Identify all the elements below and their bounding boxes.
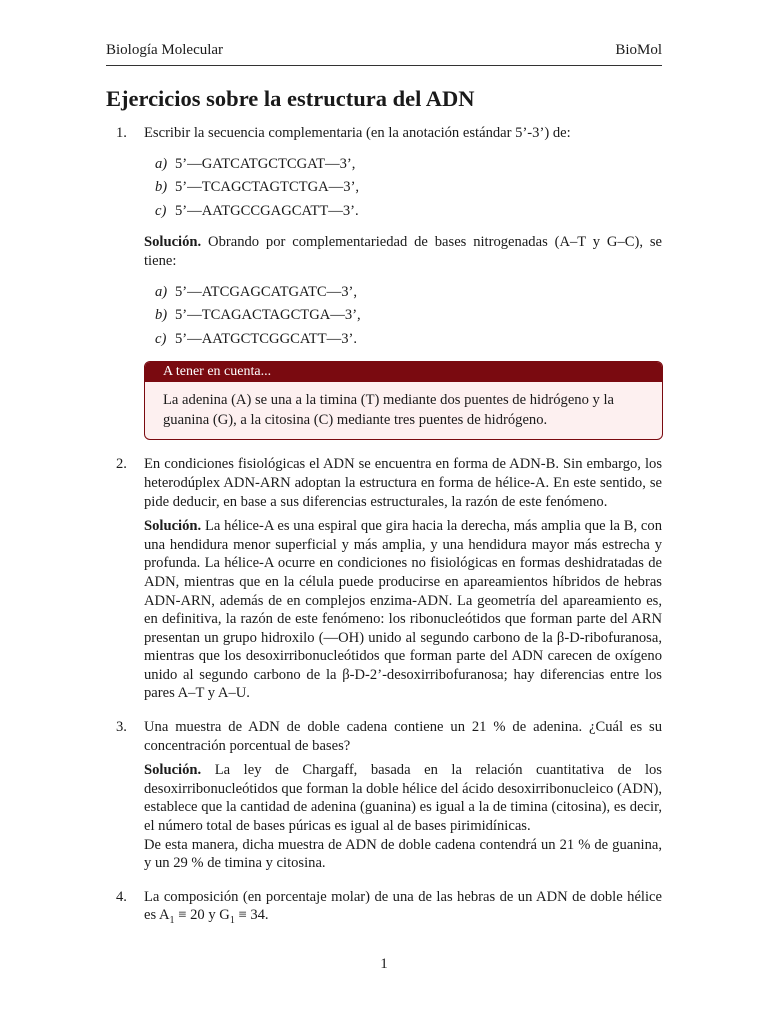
item-text: 5’—AATGCCGAGCATT—3’. [175, 202, 359, 219]
exercise-3 [106, 718, 662, 873]
solution-sequence-list [144, 283, 662, 349]
exercise-2 [106, 455, 662, 703]
subscript: 1 [229, 915, 235, 927]
exercise-question [144, 888, 662, 925]
solution [144, 517, 662, 703]
item-letter: c) [155, 330, 167, 347]
solution-text: La hélice-A es una espiral que gira hacia la derecha, más amplia que la B, con una hendidura menor superficial y más amplia, y una hendidura mayor más estrecha y profunda. La hélice-A ocurre en condiciones no fisiológicas en formas deshidratadas de ADN, mientras que en la célula puede producirse en apareamientos híbridos de hebras ADN-ARN, además de en complejos enzima-ADN. La geometría del apareamiento es, en definitiva, la razón de este fenómeno: los ribonucleótidos que forman parte del ARN presentan un grupo hidroxilo (—OH) unido al segundo carbono de la β-D-ribofuranosa, mientras que los desoxirribonucleótidos que forman parte del ADN carecen de oxígeno unido al segundo carbono de la β-D-2’-desoxirribofuranosa; hay diferencias entre los pares A–T y A–U. [144, 518, 662, 702]
question-part: La composición (en porcentaje molar) de una de las hebras de un ADN de doble hélice es A [144, 888, 662, 924]
solution-label: Solución. [144, 234, 202, 251]
note-box [144, 361, 663, 440]
list-item [144, 202, 662, 221]
question-part: ≡ 34. [234, 907, 269, 924]
item-text: 5’—AATGCTCGGCATT—3’. [175, 330, 358, 347]
solution-text: La ley de Chargaff, basada en la relación cuantitativa de los desoxirribonucleótidos que forman la doble hélice del ácido desoxirribonucleico (ADN), establece que la cantidad de adenina (guanina) es igual a la de timina (citosina), es decir, el número total de bases púricas es igual al de bases pirimidínicas. [144, 762, 662, 835]
running-header [106, 42, 662, 59]
item-text: 5’—GATCATGCTCGAT—3’, [175, 155, 356, 172]
item-letter: b) [155, 307, 168, 324]
solution-label: Solución. [144, 762, 202, 779]
list-item [144, 283, 662, 302]
sequence-list [144, 155, 662, 221]
item-text: 5’—TCAGACTAGCTGA—3’, [175, 307, 361, 324]
solution-conclusion: De esta manera, dicha muestra de ADN de doble cadena contendrá un 21 % de guanina, y un 29 % de timina y citosina. [144, 836, 662, 872]
header-rule [106, 65, 662, 66]
exercise-number: 4. [116, 888, 127, 905]
header-right: BioMol [615, 42, 662, 58]
exercise-1 [106, 124, 662, 440]
subscript: 1 [169, 915, 175, 927]
item-text: 5’—TCAGCTAGTCTGA—3’, [175, 179, 360, 196]
solution-text: Obrando por complementariedad de bases nitrogenadas (A–T y G–C), se tiene: [144, 234, 662, 269]
exercise-number: 2. [116, 456, 127, 473]
solution [144, 233, 662, 270]
exercise-4 [106, 888, 662, 925]
page-title: Ejercicios sobre la estructura del ADN [106, 86, 475, 111]
item-letter: a) [155, 155, 168, 172]
list-item [144, 330, 662, 349]
item-letter: a) [155, 283, 168, 300]
item-letter: b) [155, 179, 168, 196]
header-left: Biología Molecular [106, 42, 224, 58]
note-title: A tener en cuenta... [145, 362, 662, 382]
note-body: La adenina (A) se una a la timina (T) mediante dos puentes de hidrógeno y la guanina (G), a la citosina (C) mediante tres puentes de hidrógeno. [163, 392, 615, 429]
exercise-number: 3. [116, 719, 127, 736]
item-text: 5’—ATCGAGCATGATC—3’, [175, 283, 358, 300]
solution [144, 761, 662, 835]
list-item [144, 306, 662, 325]
item-letter: c) [155, 202, 167, 219]
list-item [144, 178, 662, 197]
question-part: ≡ 20 y G [174, 907, 230, 924]
exercise-question: Una muestra de ADN de doble cadena contiene un 21 % de adenina. ¿Cuál es su concentración porcentual de bases? [144, 719, 662, 754]
list-item [144, 155, 662, 174]
exercise-list [106, 124, 662, 925]
exercise-number: 1. [116, 125, 127, 141]
exercise-question: Escribir la secuencia complementaria (en la anotación estándar 5’-3’) de: [144, 125, 571, 141]
solution-label: Solución. [144, 518, 202, 535]
exercise-question: En condiciones fisiológicas el ADN se encuentra en forma de ADN-B. Sin embargo, los heterodúplex ADN-ARN adoptan la estructura en forma de hélice-A. En este sentido, se pide deducir, en base a sus diferencias estructurales, la razón de este fenómeno. [144, 456, 662, 510]
page-number: 1 [380, 956, 388, 972]
